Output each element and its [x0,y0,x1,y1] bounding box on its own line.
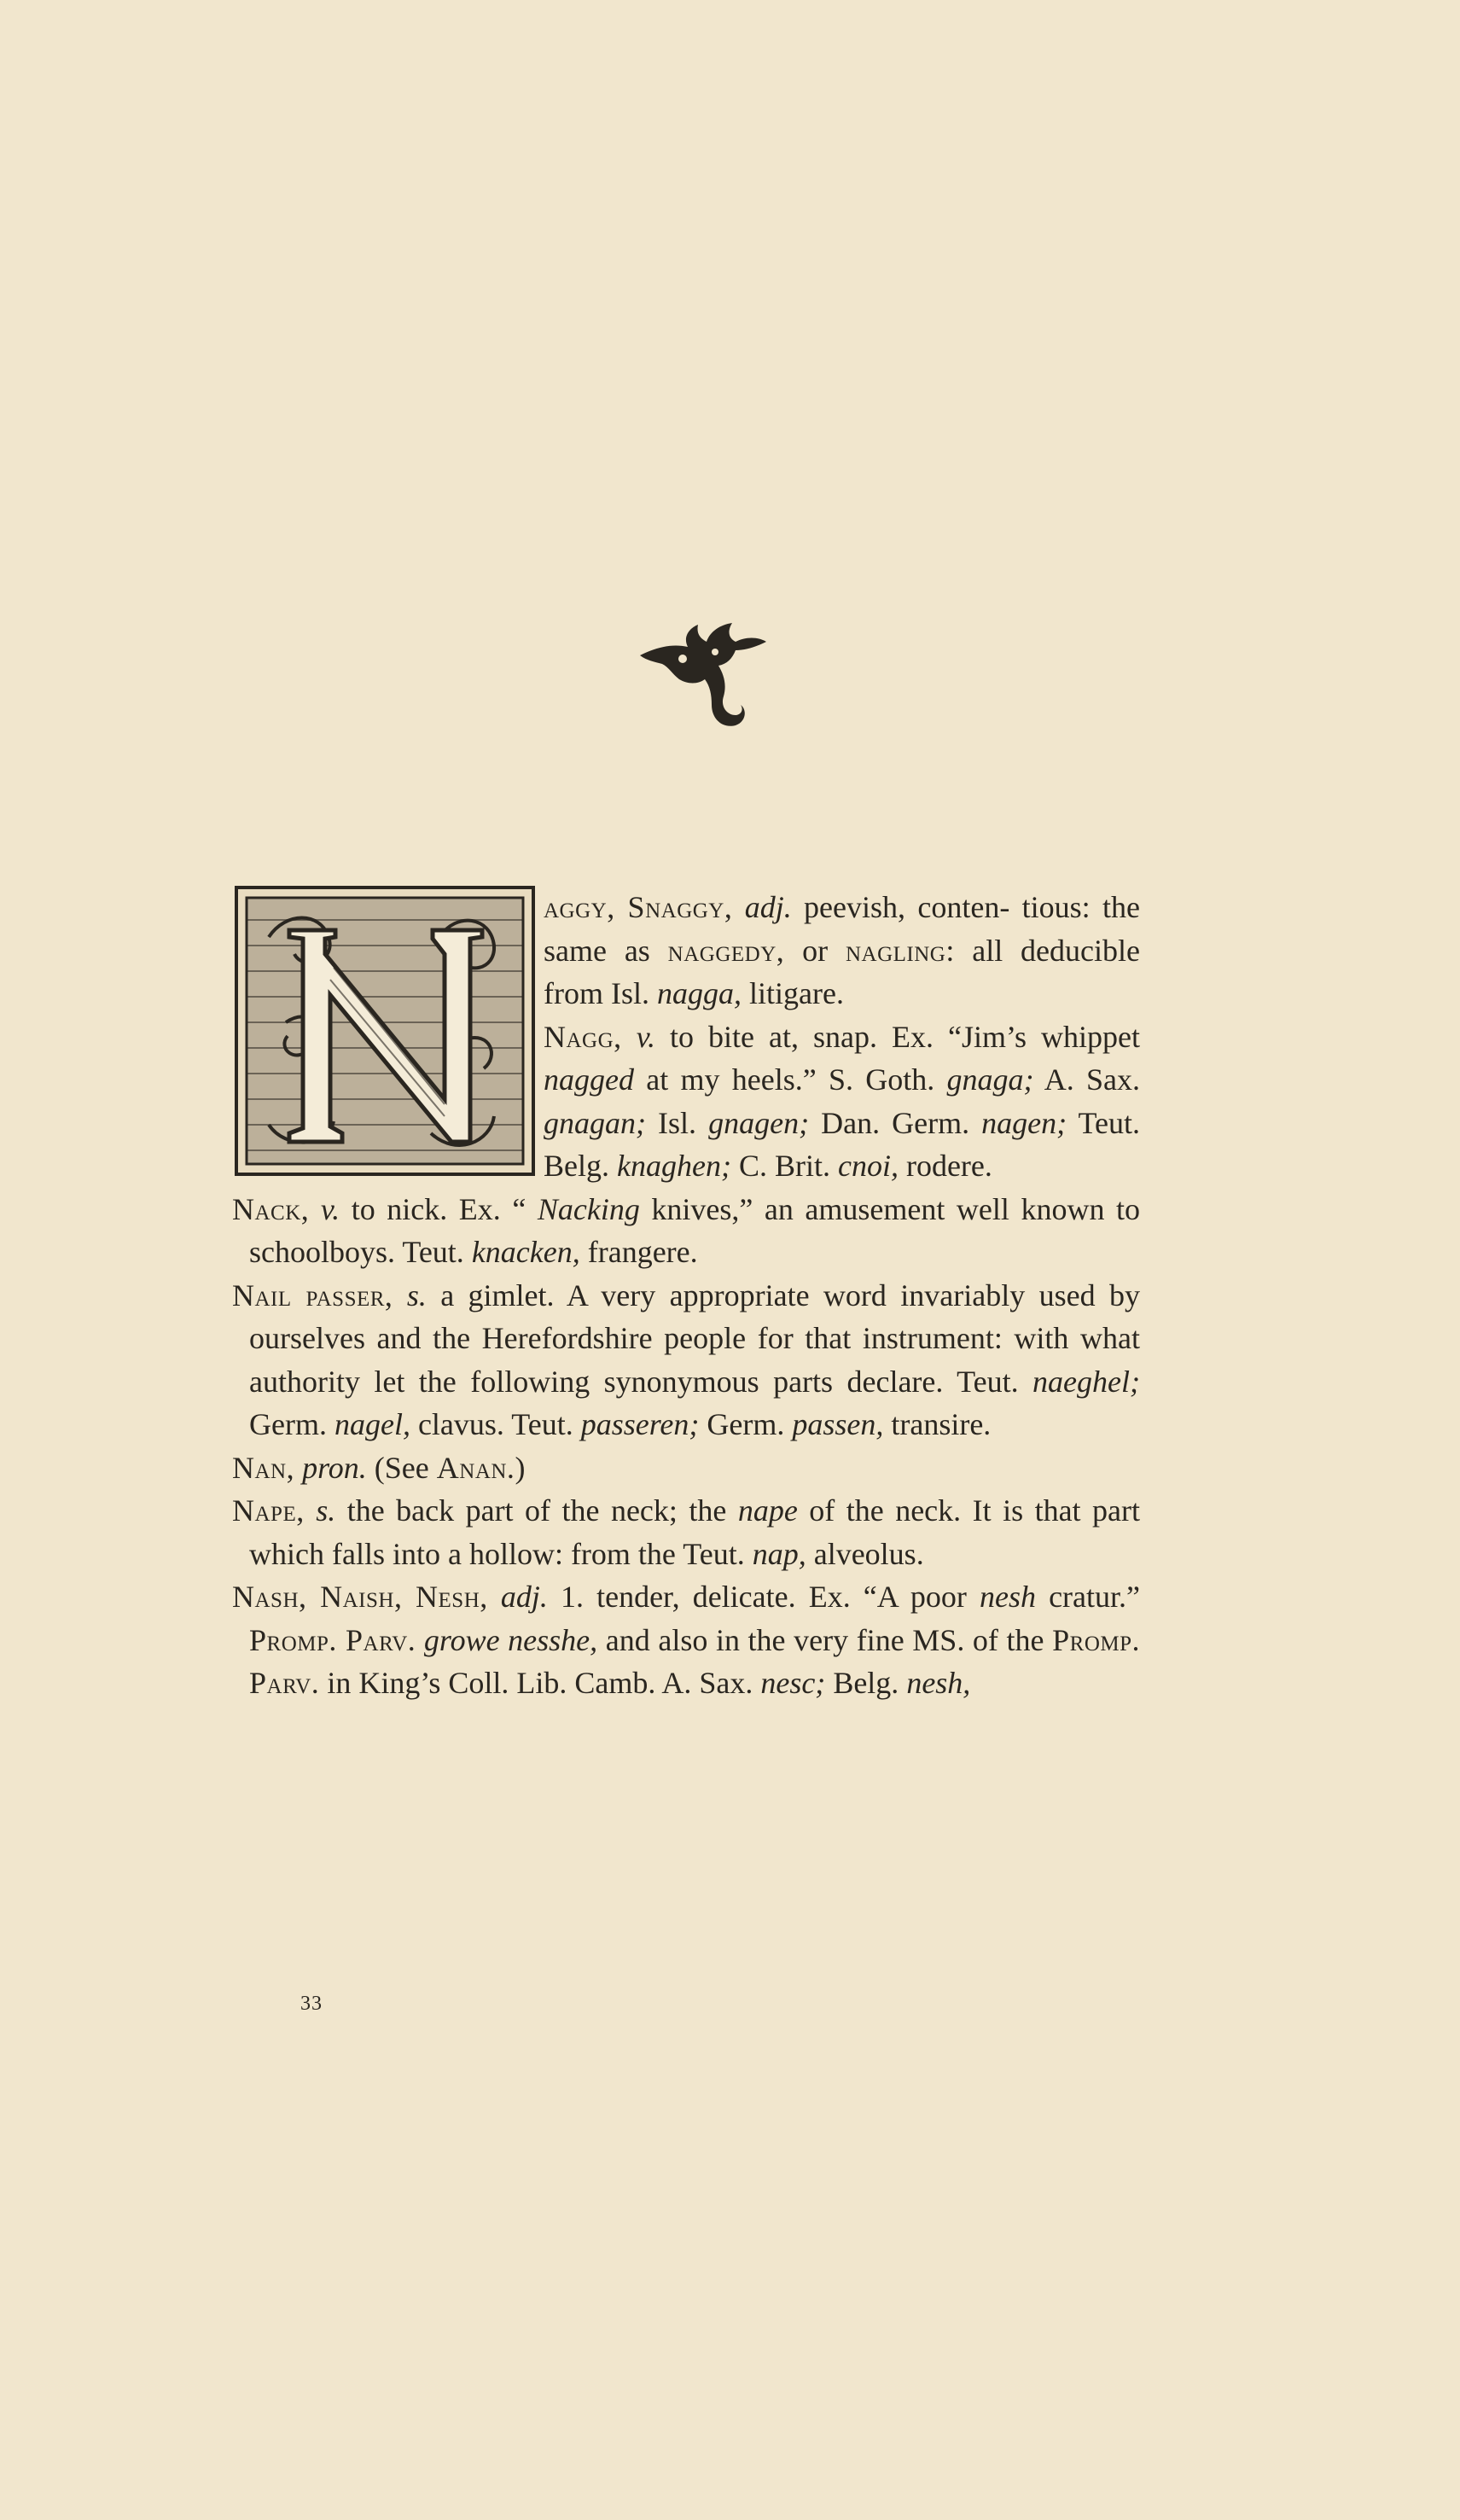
entry-nash: Nash, Naish, Nesh, adj. 1. tender, delicate. Ex. “A poor nesh cratur.” Promp. Parv. growe nesshe, and also in the very fine MS. of the Promp. Parv. in King’s Coll. Lib. Camb. A. Sax. nesc; Belg. nesh, [232,1580,1141,1700]
headword: Nack, [232,1191,310,1226]
headword: Nagg, [544,1019,622,1054]
part-of-speech: adj. [744,890,792,924]
headword: Nash, Naish, Nesh, [232,1580,488,1614]
headword: Nan, [232,1450,295,1485]
headword: Nail passer, [232,1277,393,1312]
part-of-speech: pron. [302,1450,367,1485]
headword: aggy, Snaggy, [544,890,733,924]
part-of-speech: s. [406,1277,427,1312]
entry-naggy: aggy, Snaggy, adj. peevish, conten- tious: the same as naggedy, or nagling: all deducible from Isl. nagga, litigare. [544,890,1140,1010]
drop-cap-space [232,886,544,1183]
part-of-speech: adj. [500,1580,548,1614]
part-of-speech: v. [320,1191,340,1226]
fleuron-ornament [638,621,768,730]
headword: Nape, [232,1493,305,1528]
page-number: 33 [300,1993,323,2015]
entry-nape: Nape, s. the back part of the neck; the nape of the neck. It is that part which falls into a hollow: from the Teut. nap, alveolus. [232,1493,1140,1571]
entry-nail-passer: Nail passer, s. a gimlet. A very appropriate word invariably used by ourselves and the Herefordshire people for that instrument: with what authority let the following synonymous parts declare. Teut. naeghel; Germ. nagel, clavus. Teut. passeren; Germ. passen, transire. [232,1277,1140,1441]
entry-nagg: Nagg, v. to bite at, snap. Ex. “Jim’s whippet nagged at my heels.” S. Goth. gnaga; A. Sax. gnagan; Isl. gnagen; Dan. Germ. nagen; Teut. Belg. knaghen; C. Brit. cnoi, rodere. [544,1019,1141,1183]
part-of-speech: s. [316,1493,336,1528]
entry-nan: Nan, pron. (See Anan.) [232,1450,526,1485]
dictionary-text [232,886,1140,1705]
entry-nack: Nack, v. to nick. Ex. “ Nacking knives,” an amusement well known to schoolboys. Teut. knacken, frangere. [232,1191,1141,1269]
part-of-speech: v. [636,1019,655,1054]
